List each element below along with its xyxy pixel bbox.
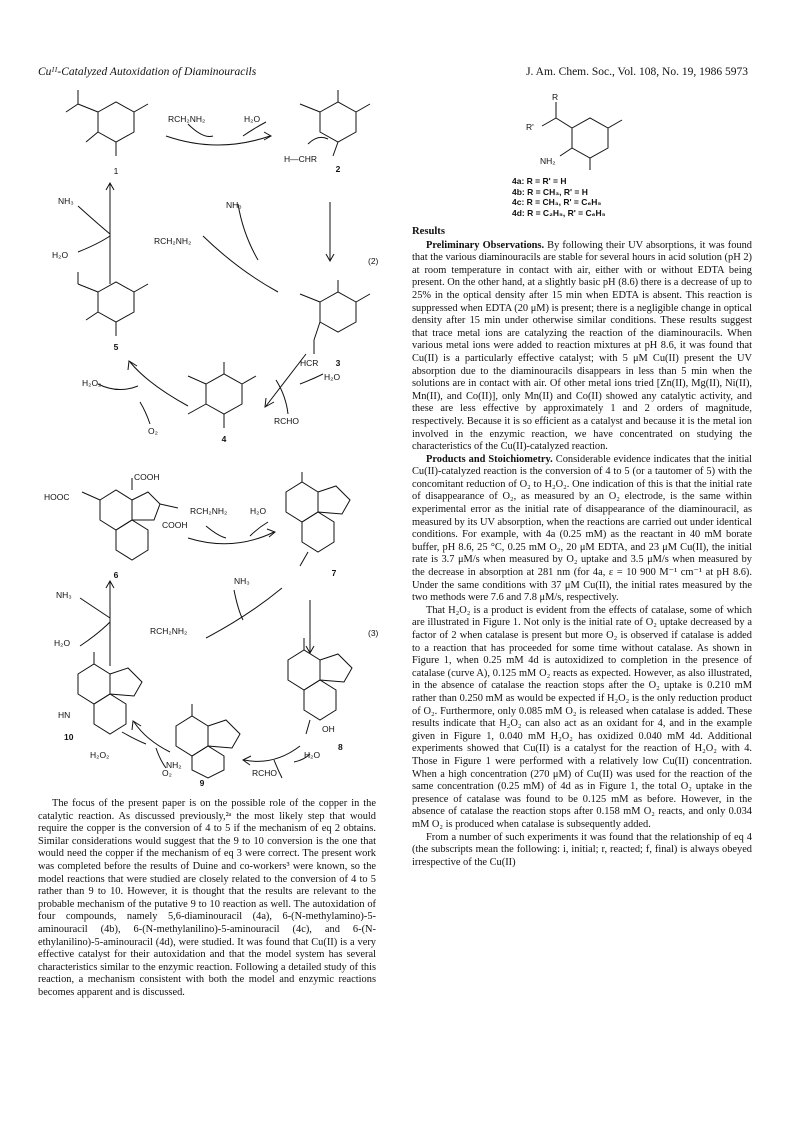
scheme1-water-left: H₂O: [52, 250, 69, 260]
equation-3-label: (3): [368, 628, 379, 638]
scheme2-hooc: HOOC: [44, 492, 70, 502]
compound-8-label: 8: [338, 742, 343, 752]
scheme1-h2o2: H₂O₂: [82, 378, 102, 388]
products-paragraph: [412, 454, 752, 605]
left-column-text: [38, 798, 376, 1000]
running-header-right: J. Am. Chem. Soc., Vol. 108, No. 19, 1986 5973: [526, 66, 748, 78]
scheme2-oh-8: OH: [322, 724, 335, 734]
legend-4a: 4a: R = R' = H: [512, 176, 567, 186]
scheme2-nh3-left: NH₃: [56, 590, 72, 600]
scheme1-nh3-left: NH₃: [58, 196, 74, 206]
legend-4b: 4b: R = CH₃, R' = H: [512, 186, 588, 197]
products-text: Considerable evidence indicates that the initial Cu(II)-catalyzed reaction is the conversion of 4 to 5 (or a tautomer of 5) with the concomitant reduction of O₂ to H₂O₂. One indication of this is that the initial rate of disappearance of O₂, as measured by an O₂ electrode, is the same within experimental error as the initial rate of disappearance of the diaminouracil, as measured by its UV absorption, when the reactions are carried out under identical conditions. For example, with 4a (0.25 mM) as the reactant in 40 mM borate buffer, pH 8.6, 25 °C, 0.25 mM O₂, 20 μM EDTA, and 23 μM Cu(II), the initial rate is 3.7 μM/s when measured by O₂ uptake and 3.5 μM/s when measured by the decrease in absorption at 281 nm (for 4a, ε = 10 900 M⁻¹ cm⁻¹ at pH 8.6). Under the same conditions with 37 μM Cu(II), the initial rates measured by the two methods were 7.6 and 7.8 μM/s, respectively.: [412, 453, 752, 604]
scheme2-reagent-top: RCH₂NH₂: [190, 506, 228, 516]
scheme1-nh3-mid: NH₃: [226, 200, 242, 210]
scheme1-water-top: H₂O: [244, 114, 261, 124]
scheme2-hn: HN: [58, 710, 71, 720]
scheme2-cooh-top: COOH: [134, 472, 160, 482]
running-header-left: Cuᴵᴵ-Catalyzed Autoxidation of Diaminouracils: [38, 66, 257, 78]
scheme1-o2: O₂: [148, 426, 158, 436]
compound-6-label: 6: [113, 570, 119, 580]
runin-products: Products and Stoichiometry.: [426, 453, 553, 465]
catalase-paragraph: That H₂O₂ is a product is evident from the effects of catalase, some of which are illustrated in Figure 1. Not only is the initial rate of O₂ uptake decreased by a factor of 2 when catalase is present but more O₂ is observed if catalase is added to a reaction that has proceeded for some time without catalase. As shown in Figure 1, when 0.25 mM 4d is autoxidized to completion in the presence of catalase (curve A), 0.125 mM O₂ reacts as expected. However, as also illustrated, in the absence of catalase the reaction stops after the O₂ uptake is 0.210 mM rather than 0.250 mM as would be expected if H₂O₂ is the only reduction product of O₂. Furthermore, only 0.085 mM O₂ is released when catalase is added. These results indicate that H₂O₂ can also act as an oxidant for 4, and in the example given in Figure 1, 0.040 mM H₂O₂ has oxidized 0.040 mM 4d. Additional experiments showed that Cu(II) is a catalyst for the reaction of H₂O₂ with 4. Those in Figure 1 were performed with a relatively low Cu(II) concentration. When a high concentration (270 μM) of Cu(II) was used for the reaction of the same concentration (0.25 mM) of 4d as in Figure 1, the total O₂ uptake in the presence of catalase was found to be 0.125 mM as before. However, in the absence of catalase the reaction stops after 0.158 mM O₂ reacts, and only 0.034 mM O₂ is produced when catalase is subsequently added.: [412, 604, 752, 830]
scheme2-o2: O₂: [162, 768, 172, 778]
scheme1-reagent-mid: RCH₂NH₂: [154, 236, 192, 246]
amino-group-label: NH₂: [540, 156, 556, 166]
scheme2-nh2: NH₂: [166, 760, 182, 770]
scheme2-nh3-mid: NH₃: [234, 576, 250, 586]
scheme1-rcho: RCHO: [274, 416, 300, 426]
scheme2-cooh-right: COOH: [162, 520, 188, 530]
preliminary-observations-paragraph: [412, 240, 752, 454]
scheme2-reagent-mid: RCH₂NH₂: [150, 626, 188, 636]
substituent-rprime: R': [526, 122, 534, 132]
intro-paragraph: The focus of the present paper is on the possible role of the copper in the catalytic reaction. As discussed previously,²ᵃ the most likely step that would require the copper is the conversion of 4 to 5 if the mechanism of eq 2 obtains. Similar considerations would suggest that the 9 to 10 conversion is the one that would need the copper if the mechanism of eq 3 were correct. The present work was completed before the results of Duine and co-workers³ were known, so the model reactions that were studied are closely related to the conversion of 4 to 5 rather than 9 to 10. However, it is thought that the results are relevant to the probable mechanism of the putative 9 to 10 reaction as well. The autoxidation of four compounds, namely 5,6-diaminouracil (4a), 6-(N-methylamino)-5-aminouracil (4b), 6-(N-methylanilino)-5-aminouracil (4c), and 6-(N-ethylanilino)-5-aminouracil (4d), were studied. It was found that Cu(II) is a very effective catalyst for their autoxidation and that the model system has several characteristics similar to the enzymic reaction. Following a detailed study of this reaction, a mechanism consistent with both the model and enzymic reactions becomes apparent and is discussed.: [38, 798, 376, 998]
substituent-r: R: [552, 92, 559, 102]
right-column-text: [412, 226, 752, 869]
scheme2-water-top: H₂O: [250, 506, 267, 516]
compound-4-series-structure: [520, 90, 670, 174]
results-heading: Results: [412, 226, 445, 237]
scheme2-h2o2: H₂O₂: [90, 750, 110, 760]
scheme2-rcho: RCHO: [252, 768, 278, 778]
scheme2-water-left: H₂O: [54, 638, 71, 648]
compound-3-label: 3: [335, 358, 341, 368]
scheme1-water-right: H₂O: [324, 372, 341, 382]
preliminary-text: By following their UV absorptions, it was found that the various diaminouracils are stable for several hours in acid solution (pH 2) at room temperature in contact with air, either with or without EDTA being present. On the other hand, at a slightly basic pH (8.6) there is a decrease of up to 25% in the optical density after 15 min when EDTA is absent. This reaction is suppressed when EDTA (20 μM) is present; there is a negligible change in optical density after 15 min under otherwise similar conditions. These results suggest that trace metal ions are catalyzing the reaction of the diaminouracils. When various metal ions were added to reaction mixtures at pH 8.6, it was found that Cu(II) is a particularly effective catalyst; with 5 μM Cu(II) present the UV absorption due to the diaminouracils disappears in less than 5 min when the solutions are in contact with air. Of other metal ions tried [Zn(II), Mg(II), Ni(II), Mn(II), and Co(II)], only Mn(II) and Co(II) showed any catalytic activity, and these are less effective by approximately 1 and 2 orders of magnitude, respectively. Because it is so efficient as a catalyst and because it is the metal ion involved in the enzymic reaction, we have concentrated on studying the characteristics of the Cu(II)-catalyzed reaction.: [412, 239, 753, 453]
scheme2-water-right: H₂O: [304, 750, 321, 760]
runin-preliminary: Preliminary Observations.: [426, 239, 545, 251]
scheme1-hcr: HCR: [300, 358, 319, 368]
legend-4c: 4c: R = CH₃, R' = C₆H₅: [512, 197, 602, 207]
equation-2-label: (2): [368, 256, 379, 266]
scheme1-hchr: H—CHR: [284, 154, 318, 164]
scheme1-reagent-top: RCH₂NH₂: [168, 114, 206, 124]
reaction-scheme-eq3: [38, 470, 388, 790]
reaction-scheme-eq2: [38, 84, 388, 454]
compound-10-label: 10: [64, 732, 74, 742]
compound-5-label: 5: [113, 342, 119, 352]
compound-4-label: 4: [221, 434, 227, 444]
legend-4d: 4d: R = C₂H₅, R' = C₆H₅: [512, 207, 606, 218]
compound-2-label: 2: [335, 164, 341, 174]
compound-9-label: 9: [199, 778, 205, 788]
compound-legend: [512, 176, 606, 218]
compound-1-label: 1: [113, 166, 119, 176]
compound-7-label: 7: [331, 568, 337, 578]
relationship-paragraph: From a number of such experiments it was found that the relationship of eq 4 (the subscripts mean the following: i, initial; r, reacted; f, final) is always obeyed irrespective of the Cu(II): [412, 831, 752, 868]
